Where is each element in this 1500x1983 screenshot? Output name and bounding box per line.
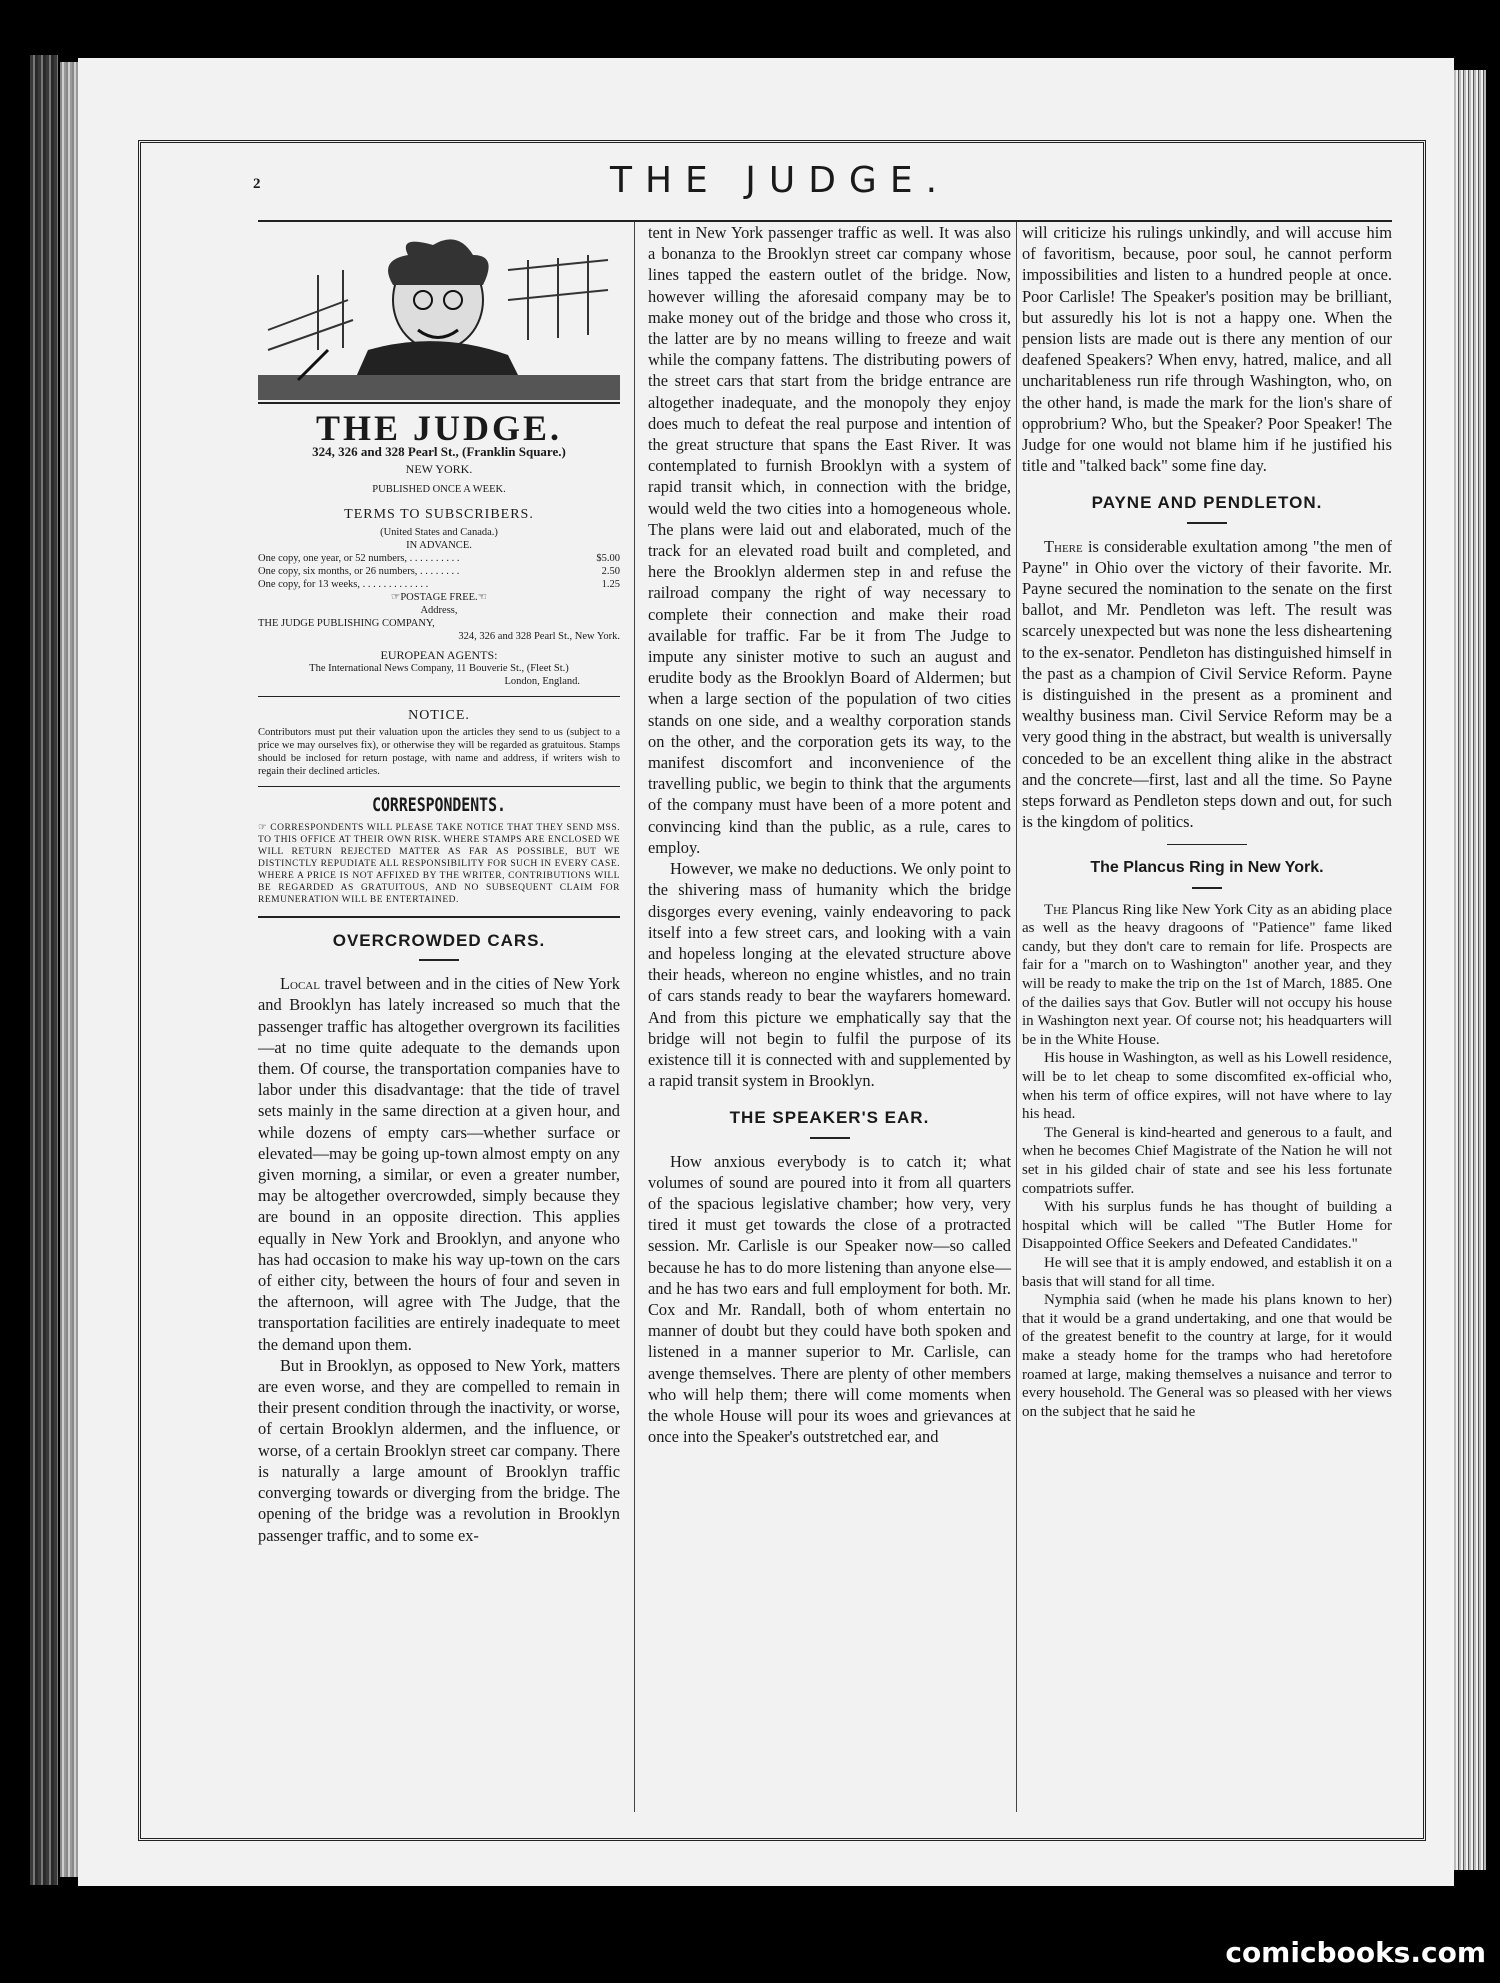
rates-list xyxy=(258,552,620,591)
rate-row: One copy, for 13 weeks, . . . . . . . . . . . . . 1.25 xyxy=(258,578,620,590)
column-2 xyxy=(648,222,1011,1447)
article-paragraph: He will see that it is amply endowed, and establish it on a basis that will stand for all time. xyxy=(1022,1254,1392,1290)
notice-text: Contributors must put their valuation upon the articles they send to us (subject to a price we may ourselves fix), or otherwise they will be regarded as gratuitous. Stamps should be inclosed for return postage, with name and address, if writers wish to regain their declined articles. xyxy=(258,726,620,777)
notice-title: NOTICE. xyxy=(408,707,470,723)
masthead-title: THE JUDGE. xyxy=(609,160,951,201)
article-paragraph: However, we make no deductions. We only point to the shivering mass of humanity which the bridge disgorges every evening, vainly endeavoring to pack itself into a few street cars, and looking with a vain and hopeless longing at the elevated structure above their heads, whereon no engine whistles, and no train of cars stands ready to bear the wayfarers homeward. And from this picture we emphatically say that the bridge will not begin to fulfil the purpose of its existence till it is connected with and supplemented by a rapid transit system in Brooklyn. xyxy=(648,859,1011,1091)
terms-title: TERMS TO SUBSCRIBERS. xyxy=(344,507,534,523)
article-paragraph: tent in New York passenger traffic as well. It was also a bonanza to the Brooklyn street car company whose lines tapped the eastern outlet of the bridge. Now, however willing the aforesaid company may be to make money out of the bridge and those who cross it, the latter are by no means willing to freeze and wait while the company fattens. The distributing powers of the street cars that start from the bridge entrance are altogether inadequate, and the monopoly they enjoy does much to defeat the real purpose and intention of the great structure that spans the East River. It was contemplated to furnish Brooklyn with a system of rapid transit which, in connection with the bridge, would weld the two cities into a homogeneous whole. The plans were laid out and elaborated, much of the track for an elevated road built and completed, and here the Brooklyn aldermen step in and refuse the railroad company the right of way necessary to complete their connection and make their road available for traffic. Far be it from The Judge to impute any sinister motive to such an august and erudite body as the Brooklyn Board of Aldermen; but when a large section of the population of two cities stands on one side, and a wealthy corporation stands on the other, and the corporation gets its way, to the manifest discomfort and inconvenience of the travelling public, we begin to think that the arguments of the company must have been of a more potent and convincing kind than the public, as a rule, cares to employ. xyxy=(648,223,1011,857)
terms-region: (United States and Canada.) xyxy=(380,526,498,538)
publication-title: THE JUDGE. xyxy=(315,408,563,448)
publisher-city: NEW YORK. xyxy=(405,462,473,477)
article-paragraph: His house in Washington, as well as his Lowell residence, will be to let cheap to some discomfited ex-official who, when his term of office expires, will not have where to lay his head. xyxy=(1022,1050,1392,1123)
agents-line-2: London, England. xyxy=(504,675,580,687)
article-paragraph: The General is kind-hearted and generous to a fault, and when he becomes Chief Magistrate of the Nation he will not set in his gilded chair of state and see his less fortunate compatriots suffer. xyxy=(1022,1124,1392,1197)
page-number: 2 xyxy=(253,176,261,192)
book-spine xyxy=(30,55,58,1885)
article-title: The Plancus Ring in New York. xyxy=(1090,859,1324,877)
page-edges-right xyxy=(1454,70,1486,1870)
judge-caricature-icon xyxy=(258,230,620,400)
article-paragraph: The Plancus Ring like New York City as an abiding place as well as the heavy dragoons of "Patience" fame liked candy, but they don't care to remain for life. Prospects are fair for a "march on to Washington" another year, and they will be ready to make the trip on the 1st of March, 1885. One of the dailies says that Gov. Butler will not occupy his house in Washington next year. Of course not; his headquarters will be in the White House. xyxy=(1022,901,1392,1048)
divider xyxy=(258,786,620,787)
correspondents-title: CORRESPONDENTS. xyxy=(372,793,506,816)
column-1 xyxy=(258,222,620,1546)
page-edges-left xyxy=(60,62,78,1877)
address-label: Address, xyxy=(420,604,458,616)
divider xyxy=(258,916,620,918)
article-paragraph: But in Brooklyn, as opposed to New York, matters are even worse, and they are compelled to remain in their present condition through the inactivity, or worse, of certain Brooklyn aldermen, and the influence, or worse, of a certain Brooklyn street car company. There is naturally a large amount of Brooklyn traffic converging towards or diverging from the bridge. The opening of the bridge was a revolution in Brooklyn passenger traffic, and to some ex- xyxy=(258,1355,620,1545)
column-3 xyxy=(1022,222,1392,1421)
agents-title: EUROPEAN AGENTS: xyxy=(380,647,498,662)
title-dash xyxy=(419,959,459,961)
rate-row: One copy, six months, or 26 numbers, . . . . . . . . 2.50 xyxy=(258,565,620,577)
article-title: PAYNE AND PENDLETON. xyxy=(1091,493,1323,513)
column-rule xyxy=(1016,222,1017,1812)
article-paragraph: will criticize his rulings unkindly, and will accuse him of favoritism, because, poor soul, he cannot perform impossibilities and listen to a hundred people at once. Poor Carlisle! The Speaker's position may be brilliant, but assuredly his lot is not a happy one. When the pension lists are made out is there any mention of our deafened Speakers? When envy, hatred, malice, and all uncharitableness run rife through Washington, who, on the other hand, is made the mark for the lion's share of opprobrium? Who, but the Speaker? Poor Speaker! The Judge for one would not blame him if he justified his title and "talked back" some fine day. xyxy=(1022,223,1392,476)
judge-illustration xyxy=(258,230,620,404)
publisher-address: 324, 326 and 328 Pearl St., (Franklin Square.) xyxy=(312,444,566,460)
article-title: OVERCROWDED CARS. xyxy=(332,931,546,951)
article-title: THE SPEAKER'S EAR. xyxy=(729,1108,930,1128)
publication-frequency: PUBLISHED ONCE A WEEK. xyxy=(372,484,506,496)
article-paragraph: How anxious everybody is to catch it; what volumes of sound are poured into it from all quarters of the spacious legislative chamber; how very, very tired it must get towards the close of a protracted session. Mr. Carlisle is our Speaker now—so called because he has to do more listening than anyone else—and he has two ears and full employment for both. Mr. Cox and Mr. Randall, both of whom entertain no manner of doubt but they could have both spoken and listened in a manner superior to Mr. Carlisle, can avenge themselves. There are plenty of other members who will help them; there will come moments when the whole House will pour its woes and grievances at once into the Speaker's outstretched ear, and xyxy=(648,1151,1011,1447)
title-dash xyxy=(1192,887,1222,889)
company-address: 324, 326 and 328 Pearl St., New York. xyxy=(458,630,620,642)
divider xyxy=(258,696,620,697)
column-rule xyxy=(634,222,635,1812)
article-paragraph: Local travel between and in the cities of New York and Brooklyn has lately increased so much that the passenger traffic has altogether overgrown its facilities—at no time quite adequate to the demands upon them. Of course, the transportation companies have to labor under this disadvantage: that the tide of travel sets mainly in the same direction at a given hour, and while dozens of empty cars—whether surface or elevated—may be going up-town almost empty on any given morning, a similar, or even a greater number, may be altogether overcrowded, simply because they are bound in an opposite direction. This applies equally in New York and Brooklyn, and anyone who has had occasion to make his way up-town on the cars of either city, between the hours of four and seven in the afternoon, will agree with The Judge, that the transportation facilities are entirely inadequate to meet the demand upon them. xyxy=(258,974,620,1354)
article-paragraph: There is considerable exultation among "the men of Payne" in Ohio over the victory of their favorite. Mr. Payne secured the nomination to the senate on the first ballot, and Mr. Pendleton was left. The result was scarcely unexpected but was none the less disheartening to the ex-senator. Pendleton has distinguished himself in the past as a champion of Civil Service Reform. Payne is distinguished in the present as a prominent and wealthy business man. Civil Service Reform may be a very good thing in the abstract, but wealth is universally conceded to be an excellent thing alike in the abstract and the concrete—first, last and all the time. So Payne steps forward as Pendleton steps down and out, for such is the kingdom of politics. xyxy=(1022,536,1392,832)
article-paragraph: With his surplus funds he has thought of building a hospital which will be called "The Butler Home for Disappointed Office Seekers and Defeated Candidates." xyxy=(1022,1199,1392,1253)
watermark: comicbooks.com xyxy=(1225,1936,1486,1969)
postage-note: ☞POSTAGE FREE.☜ xyxy=(390,591,488,603)
agents-line-1: The International News Company, 11 Bouverie St., (Fleet St.) xyxy=(309,662,569,674)
company-name: THE JUDGE PUBLISHING COMPANY, xyxy=(258,617,435,629)
article-paragraph: Nymphia said (when he made his plans known to her) that it would be a grand undertaking, and one that would be of the greatest benefit to the country at large, for it would make a steady home for the tramps who had heretofore roamed at large, making themselves a nuisance and terror to every household. The General was so pleased with her views on the subject that he said he xyxy=(1022,1292,1392,1420)
correspondents-text: ☞ CORRESPONDENTS WILL PLEASE TAKE NOTICE THAT THEY SEND MSS. TO THIS OFFICE AT THEIR OWN RISK. WHERE STAMPS ARE ENCLOSED WE WILL RETURN REJECTED MATTER AS FAR AS POSSIBLE, BUT WE DISTINCTLY REPUDIATE ALL RESPONSIBILITY FOR SUCH IN EVERY CASE. WHERE A PRICE IS NOT AFFIXED BY THE WRITER, CONTRIBUTIONS WILL BE REGARDED AS GRATUITOUS, AND NO SUBSEQUENT CLAIM FOR REMUNERATION WILL BE ENTERTAINED. xyxy=(258,823,620,906)
divider xyxy=(1167,844,1247,845)
title-dash xyxy=(1187,522,1227,524)
title-dash xyxy=(810,1137,850,1139)
rate-row: One copy, one year, or 52 numbers, . . . . . . . . . . $5.00 xyxy=(258,552,620,564)
terms-advance: IN ADVANCE. xyxy=(406,539,472,551)
